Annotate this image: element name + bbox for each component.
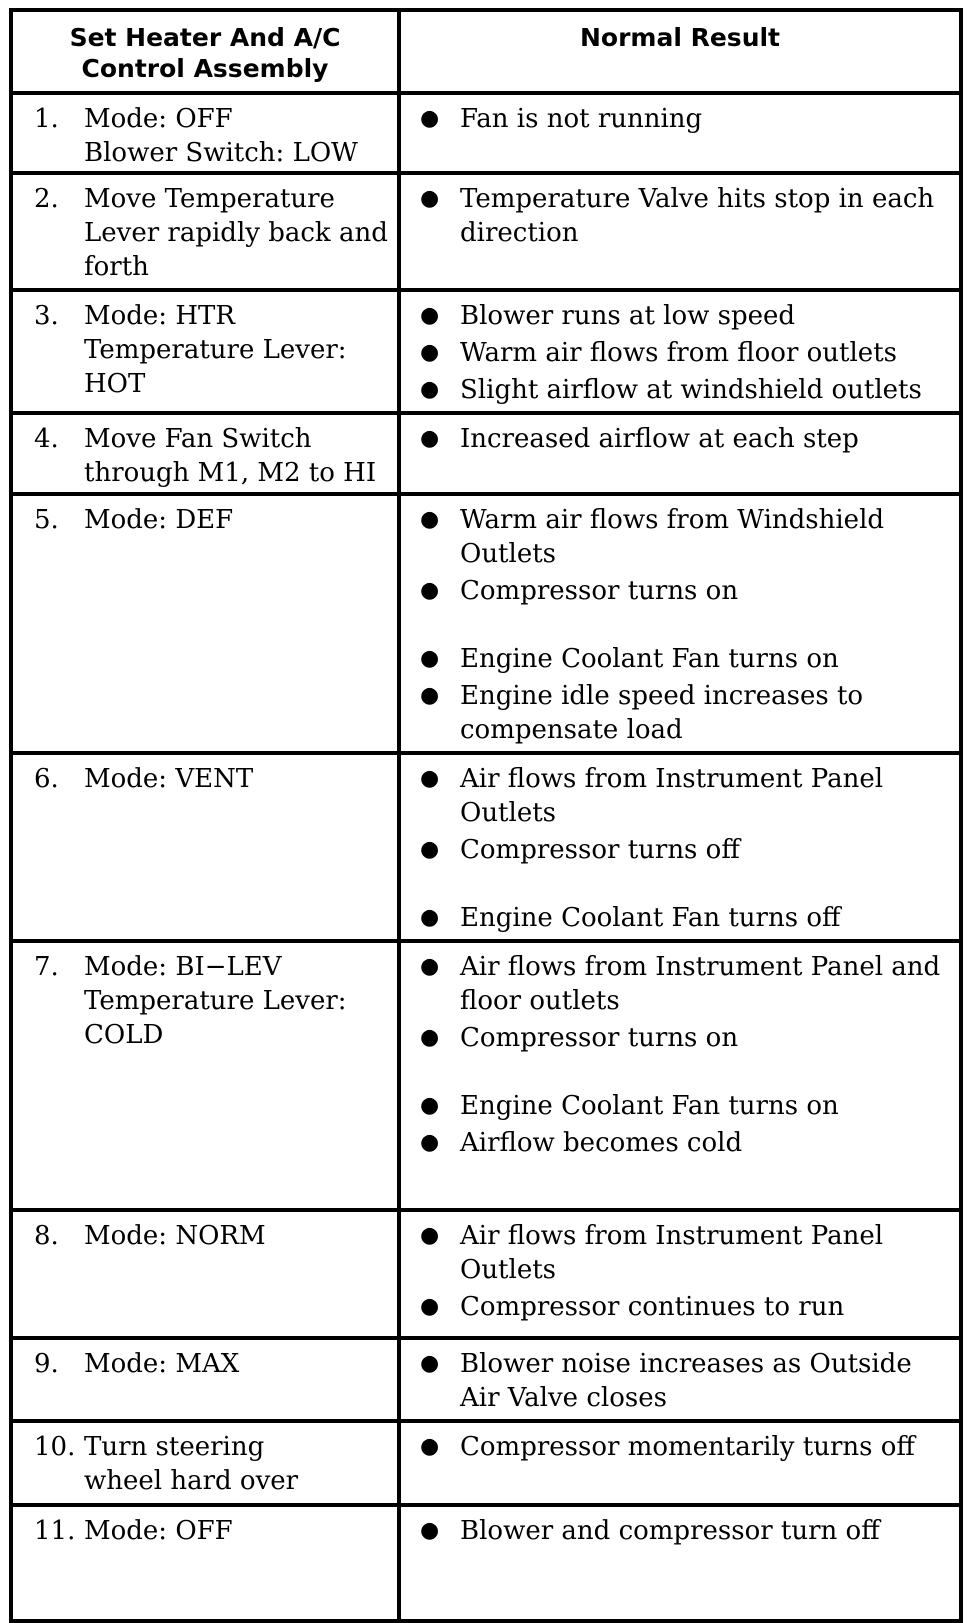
step-instruction-line: Lever rapidly back and	[84, 218, 388, 248]
result-text: Warm air flows from floor outlets	[460, 338, 897, 368]
step-cell	[11, 1338, 399, 1421]
result-text: Air flows from Instrument Panel Outlets	[460, 764, 884, 828]
step-content	[14, 1213, 396, 1253]
step-cell	[11, 494, 399, 753]
step-instruction-line: Mode: DEF	[84, 505, 234, 535]
result-text: Airflow becomes cold	[460, 1128, 743, 1158]
step-instruction-line: Move Temperature	[84, 184, 335, 214]
header-set-control	[11, 10, 399, 93]
result-item	[420, 336, 948, 370]
bullet-icon: ●	[420, 1025, 440, 1050]
step-cell	[11, 1505, 399, 1621]
step-number: 1.	[34, 104, 59, 134]
result-text: Compressor continues to run	[460, 1292, 845, 1322]
step-instruction-line: Mode: OFF	[84, 104, 233, 134]
result-item	[420, 950, 948, 1018]
result-text: Compressor turns off	[460, 835, 740, 865]
bullet-icon: ●	[420, 1223, 440, 1248]
result-text: Compressor turns on	[460, 1023, 739, 1053]
table-row	[11, 753, 961, 941]
result-text: Blower noise increases as Outside Air Valve closes	[460, 1349, 912, 1413]
result-text: Slight airflow at windshield outlets	[460, 375, 922, 405]
bullet-icon: ●	[420, 106, 440, 131]
bullet-icon: ●	[420, 426, 440, 451]
step-instruction-line: Temperature Lever:	[84, 986, 347, 1016]
step-content	[14, 416, 396, 490]
result-cell	[399, 1421, 961, 1505]
result-text: Air flows from Instrument Panel and floor outlets	[460, 952, 941, 1016]
table-row	[11, 290, 961, 413]
step-instruction	[84, 1219, 388, 1253]
result-text: Blower runs at low speed	[460, 301, 796, 331]
result-item	[420, 762, 948, 830]
step-instruction	[84, 503, 388, 537]
result-item	[420, 1347, 948, 1415]
step-number: 7.	[34, 952, 59, 982]
bullet-icon: ●	[420, 766, 440, 791]
table-row	[11, 494, 961, 753]
result-text: Warm air flows from Windshield Outlets	[460, 505, 885, 569]
step-cell	[11, 753, 399, 941]
result-cell	[399, 290, 961, 413]
table-row	[11, 93, 961, 173]
result-cell	[399, 1338, 961, 1421]
step-instruction-line: Blower Switch: LOW	[84, 138, 358, 168]
result-text: Fan is not running	[460, 104, 703, 134]
result-item	[420, 1219, 948, 1287]
step-instruction-line: Turn steering	[84, 1432, 265, 1462]
step-instruction-line: through M1, M2 to HI	[84, 458, 377, 488]
bullet-icon: ●	[420, 683, 440, 708]
result-list	[402, 756, 958, 935]
bullet-icon: ●	[420, 646, 440, 671]
header-set-control-line1: Set Heater And A/C	[69, 23, 341, 52]
result-cell	[399, 173, 961, 290]
result-item	[420, 642, 948, 676]
result-item	[420, 373, 948, 407]
step-number: 6.	[34, 764, 59, 794]
bullet-icon: ●	[420, 1294, 440, 1319]
step-instruction	[84, 1430, 388, 1498]
result-list	[402, 416, 958, 456]
step-instruction-line: forth	[84, 252, 149, 282]
step-cell	[11, 290, 399, 413]
step-cell	[11, 941, 399, 1210]
table-row	[11, 1338, 961, 1421]
step-instruction-line: Mode: VENT	[84, 764, 254, 794]
result-item	[420, 1290, 948, 1324]
bullet-icon: ●	[420, 340, 440, 365]
step-cell	[11, 1210, 399, 1338]
table-row	[11, 1210, 961, 1338]
step-number: 8.	[34, 1221, 59, 1251]
bullet-icon: ●	[420, 1434, 440, 1459]
table-row	[11, 941, 961, 1210]
result-list	[402, 1508, 958, 1548]
result-cell	[399, 941, 961, 1210]
result-text: Engine Coolant Fan turns on	[460, 1091, 839, 1121]
result-list	[402, 1213, 958, 1324]
result-text: Air flows from Instrument Panel Outlets	[460, 1221, 884, 1285]
result-item	[420, 1089, 948, 1123]
result-item	[420, 422, 948, 456]
bullet-icon: ●	[420, 377, 440, 402]
step-instruction-line: HOT	[84, 369, 146, 399]
step-instruction-line: Mode: HTR	[84, 301, 235, 331]
step-number: 10.	[34, 1432, 76, 1462]
result-cell	[399, 1505, 961, 1621]
result-item	[420, 1021, 948, 1055]
result-item	[420, 901, 948, 935]
step-instruction-line: Mode: NORM	[84, 1221, 266, 1251]
result-text: Engine idle speed increases to compensate load	[460, 681, 864, 745]
header-normal-result: Normal Result	[399, 10, 961, 93]
bullet-icon: ●	[420, 905, 440, 930]
result-item	[420, 1430, 948, 1464]
step-instruction-line: COLD	[84, 1020, 164, 1050]
result-list	[402, 944, 958, 1160]
table-row	[11, 173, 961, 290]
step-cell	[11, 173, 399, 290]
result-list	[402, 293, 958, 407]
step-number: 2.	[34, 184, 59, 214]
step-instruction	[84, 950, 388, 1052]
step-cell	[11, 1421, 399, 1505]
result-text: Compressor turns on	[460, 576, 739, 606]
bullet-icon: ●	[420, 1130, 440, 1155]
table-body	[11, 93, 961, 1621]
step-instruction	[84, 762, 388, 796]
result-cell	[399, 753, 961, 941]
result-list	[402, 176, 958, 250]
step-instruction-line: Temperature Lever:	[84, 335, 347, 365]
step-content	[14, 497, 396, 537]
step-content	[14, 96, 396, 170]
step-number: 5.	[34, 505, 59, 535]
result-cell	[399, 413, 961, 494]
result-item	[420, 503, 948, 571]
step-number: 9.	[34, 1349, 59, 1379]
bullet-icon: ●	[420, 507, 440, 532]
step-number: 3.	[34, 301, 59, 331]
result-item	[420, 1126, 948, 1160]
step-content	[14, 1424, 396, 1498]
step-instruction-line: Mode: MAX	[84, 1349, 240, 1379]
result-text: Temperature Valve hits stop in each direction	[460, 184, 935, 248]
step-content	[14, 176, 396, 284]
result-cell	[399, 1210, 961, 1338]
table-row	[11, 1421, 961, 1505]
step-instruction	[84, 1514, 388, 1548]
step-content	[14, 293, 396, 401]
bullet-icon: ●	[420, 186, 440, 211]
step-cell	[11, 413, 399, 494]
step-instruction-line: Move Fan Switch	[84, 424, 312, 454]
step-content	[14, 1508, 396, 1548]
bullet-icon: ●	[420, 1351, 440, 1376]
result-text: Engine Coolant Fan turns on	[460, 644, 839, 674]
step-instruction-line: wheel hard over	[84, 1466, 299, 1496]
bullet-icon: ●	[420, 1093, 440, 1118]
result-list	[402, 96, 958, 136]
step-content	[14, 944, 396, 1052]
bullet-icon: ●	[420, 954, 440, 979]
step-instruction	[84, 102, 388, 170]
result-text: Engine Coolant Fan turns off	[460, 903, 841, 933]
table-row	[11, 413, 961, 494]
step-cell	[11, 93, 399, 173]
result-list	[402, 1341, 958, 1415]
step-content	[14, 1341, 396, 1381]
result-item	[420, 574, 948, 608]
step-instruction	[84, 299, 388, 401]
header-row	[11, 10, 961, 93]
step-instruction-line: Mode: BI−LEV	[84, 952, 282, 982]
result-list	[402, 497, 958, 747]
result-item	[420, 299, 948, 333]
step-number: 11.	[34, 1516, 76, 1546]
bullet-icon: ●	[420, 1518, 440, 1543]
result-text: Increased airflow at each step	[460, 424, 859, 454]
result-text: Compressor momentarily turns off	[460, 1432, 915, 1462]
step-instruction	[84, 1347, 388, 1381]
step-instruction	[84, 182, 388, 284]
header-set-control-line2: Control Assembly	[81, 54, 329, 83]
result-item	[420, 1514, 948, 1548]
result-item	[420, 679, 948, 747]
result-list	[402, 1424, 958, 1464]
table-row	[11, 1505, 961, 1621]
bullet-icon: ●	[420, 837, 440, 862]
step-content	[14, 756, 396, 796]
step-number: 4.	[34, 424, 59, 454]
result-item	[420, 102, 948, 136]
result-cell	[399, 494, 961, 753]
result-item	[420, 182, 948, 250]
bullet-icon: ●	[420, 578, 440, 603]
bullet-icon: ●	[420, 303, 440, 328]
result-item	[420, 833, 948, 867]
procedure-table	[9, 8, 963, 1623]
step-instruction	[84, 422, 388, 490]
step-instruction-line: Mode: OFF	[84, 1516, 233, 1546]
result-cell	[399, 93, 961, 173]
result-text: Blower and compressor turn off	[460, 1516, 880, 1546]
